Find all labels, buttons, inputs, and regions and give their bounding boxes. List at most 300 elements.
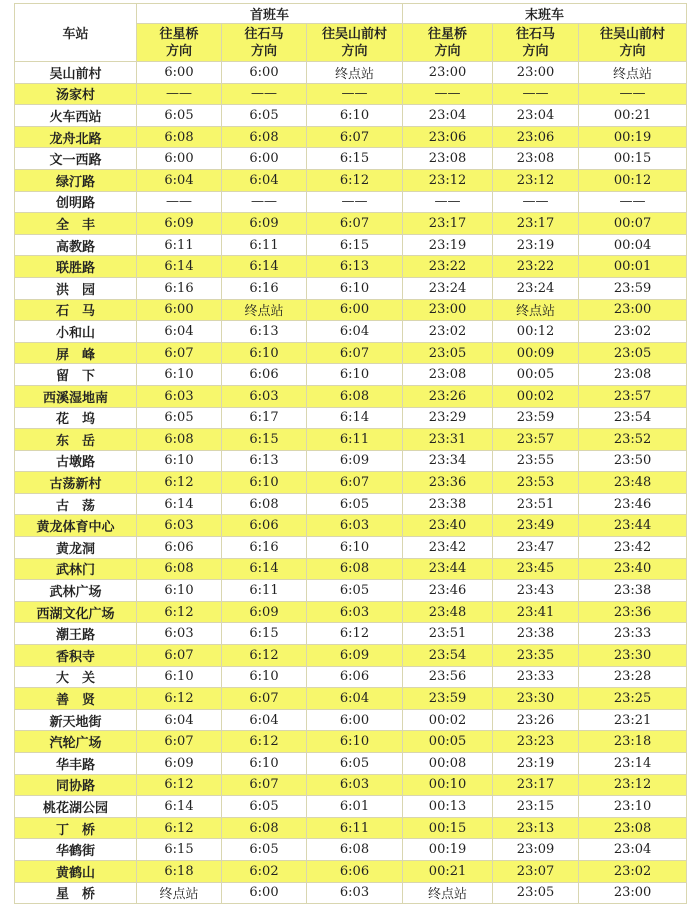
time-cell: 00:12 <box>579 169 687 191</box>
table-row <box>15 537 687 559</box>
table-row <box>15 796 687 818</box>
time-cell: —— <box>579 191 687 213</box>
time-cell: 6:08 <box>137 558 222 580</box>
station-name: 联胜路 <box>15 256 137 278</box>
time-cell: 6:00 <box>137 299 222 321</box>
direction-header-last-wushan: 往吴山前村 方向 <box>579 24 687 62</box>
time-cell: 23:17 <box>403 213 493 235</box>
time-cell: 23:07 <box>493 860 579 882</box>
table-row <box>15 191 687 213</box>
station-name: 龙舟北路 <box>15 126 137 148</box>
station-name: 绿汀路 <box>15 169 137 191</box>
station-name: 武林门 <box>15 558 137 580</box>
table-row <box>15 148 687 170</box>
time-cell: 23:15 <box>493 796 579 818</box>
time-cell: 23:26 <box>403 385 493 407</box>
time-cell: 23:56 <box>403 666 493 688</box>
time-cell: 6:07 <box>222 774 307 796</box>
time-cell: 00:21 <box>579 105 687 127</box>
time-cell: 23:59 <box>403 688 493 710</box>
time-cell: 23:00 <box>403 62 493 84</box>
time-cell: —— <box>493 191 579 213</box>
table-row <box>15 580 687 602</box>
time-cell: 23:44 <box>579 515 687 537</box>
timetable-body <box>15 62 687 904</box>
time-cell: 6:10 <box>222 753 307 775</box>
time-cell: 6:00 <box>222 62 307 84</box>
station-name: 创明路 <box>15 191 137 213</box>
time-cell: 23:51 <box>493 493 579 515</box>
time-cell: 6:00 <box>137 148 222 170</box>
time-cell: 23:52 <box>579 429 687 451</box>
time-cell: 23:10 <box>579 796 687 818</box>
time-cell: 23:21 <box>579 709 687 731</box>
time-cell: 6:09 <box>307 645 403 667</box>
time-cell: 23:22 <box>493 256 579 278</box>
station-name: 华丰路 <box>15 753 137 775</box>
table-row <box>15 256 687 278</box>
time-cell: 23:46 <box>403 580 493 602</box>
time-cell: 23:06 <box>403 126 493 148</box>
time-cell: 6:07 <box>307 126 403 148</box>
station-name: 火车西站 <box>15 105 137 127</box>
time-cell: 6:10 <box>137 580 222 602</box>
time-cell: 6:10 <box>137 450 222 472</box>
time-cell: 6:12 <box>137 472 222 494</box>
time-cell: 6:11 <box>307 429 403 451</box>
station-name: 黄龙洞 <box>15 537 137 559</box>
time-cell: 23:23 <box>493 731 579 753</box>
table-row <box>15 731 687 753</box>
time-cell: 23:29 <box>403 407 493 429</box>
time-cell: 6:14 <box>137 493 222 515</box>
time-cell: 23:14 <box>579 753 687 775</box>
time-cell: 6:08 <box>222 126 307 148</box>
time-cell: 23:33 <box>493 666 579 688</box>
time-cell: 23:04 <box>403 105 493 127</box>
station-name: 古墩路 <box>15 450 137 472</box>
time-cell: 6:04 <box>137 321 222 343</box>
time-cell: 6:06 <box>137 537 222 559</box>
time-cell: 终点站 <box>403 882 493 904</box>
station-name: 大 关 <box>15 666 137 688</box>
time-cell: 00:01 <box>579 256 687 278</box>
time-cell: 6:10 <box>307 364 403 386</box>
time-cell: 6:13 <box>307 256 403 278</box>
time-cell: 6:10 <box>307 537 403 559</box>
table-row <box>15 105 687 127</box>
time-cell: 6:03 <box>307 882 403 904</box>
time-cell: 6:10 <box>222 342 307 364</box>
table-row <box>15 709 687 731</box>
time-cell: 23:42 <box>403 537 493 559</box>
station-name: 丁 桥 <box>15 817 137 839</box>
time-cell: 23:26 <box>493 709 579 731</box>
time-cell: 6:05 <box>137 105 222 127</box>
time-cell: 23:33 <box>579 623 687 645</box>
time-cell: 00:09 <box>493 342 579 364</box>
time-cell: 终点站 <box>493 299 579 321</box>
table-row <box>15 558 687 580</box>
time-cell: 终点站 <box>137 882 222 904</box>
time-cell: 6:03 <box>137 623 222 645</box>
table-row <box>15 213 687 235</box>
time-cell: 23:47 <box>493 537 579 559</box>
station-name: 全 丰 <box>15 213 137 235</box>
time-cell: 23:53 <box>493 472 579 494</box>
table-row <box>15 385 687 407</box>
direction-header-last-shima: 往石马 方向 <box>493 24 579 62</box>
time-cell: 6:17 <box>222 407 307 429</box>
time-cell: 6:12 <box>307 623 403 645</box>
time-cell: 00:21 <box>403 860 493 882</box>
station-name: 同协路 <box>15 774 137 796</box>
time-cell: 23:41 <box>493 601 579 623</box>
time-cell: 6:07 <box>222 688 307 710</box>
station-name: 东 岳 <box>15 429 137 451</box>
time-cell: 6:03 <box>307 774 403 796</box>
time-cell: 6:04 <box>222 169 307 191</box>
direction-header-first-shima: 往石马 方向 <box>222 24 307 62</box>
table-row <box>15 83 687 105</box>
time-cell: 23:42 <box>579 537 687 559</box>
time-cell: 23:12 <box>493 169 579 191</box>
time-cell: —— <box>493 83 579 105</box>
time-cell: 6:05 <box>307 753 403 775</box>
station-name: 西溪湿地南 <box>15 385 137 407</box>
station-name: 文一西路 <box>15 148 137 170</box>
time-cell: 23:24 <box>493 277 579 299</box>
table-row <box>15 62 687 84</box>
time-cell: 6:09 <box>137 753 222 775</box>
time-cell: 23:08 <box>579 364 687 386</box>
time-cell: 6:03 <box>307 601 403 623</box>
time-cell: 23:17 <box>493 213 579 235</box>
table-row <box>15 601 687 623</box>
time-cell: 00:19 <box>579 126 687 148</box>
time-cell: 6:11 <box>222 580 307 602</box>
time-cell: 00:12 <box>493 321 579 343</box>
table-row <box>15 321 687 343</box>
time-cell: —— <box>307 83 403 105</box>
time-cell: 6:10 <box>307 277 403 299</box>
time-cell: 6:13 <box>222 450 307 472</box>
time-cell: 6:13 <box>222 321 307 343</box>
time-cell: 23:40 <box>579 558 687 580</box>
station-name: 新天地街 <box>15 709 137 731</box>
time-cell: 23:05 <box>579 342 687 364</box>
time-cell: 23:55 <box>493 450 579 472</box>
station-name: 黄龙体育中心 <box>15 515 137 537</box>
station-name: 留 下 <box>15 364 137 386</box>
time-cell: 6:05 <box>222 839 307 861</box>
time-cell: —— <box>222 191 307 213</box>
station-name: 西湖文化广场 <box>15 601 137 623</box>
time-cell: 6:15 <box>307 148 403 170</box>
station-name: 汤家村 <box>15 83 137 105</box>
time-cell: 6:00 <box>222 148 307 170</box>
station-name: 吴山前村 <box>15 62 137 84</box>
time-cell: 23:51 <box>403 623 493 645</box>
time-cell: 00:13 <box>403 796 493 818</box>
time-cell: 6:16 <box>222 277 307 299</box>
time-cell: 23:00 <box>579 299 687 321</box>
time-cell: 23:46 <box>579 493 687 515</box>
station-name: 华鹤街 <box>15 839 137 861</box>
time-cell: —— <box>137 191 222 213</box>
station-name: 古荡新村 <box>15 472 137 494</box>
time-cell: 23:54 <box>403 645 493 667</box>
time-cell: 23:08 <box>579 817 687 839</box>
time-cell: 23:38 <box>403 493 493 515</box>
table-row <box>15 169 687 191</box>
station-name: 花 坞 <box>15 407 137 429</box>
time-cell: 00:05 <box>403 731 493 753</box>
time-cell: 6:04 <box>137 169 222 191</box>
time-cell: 6:08 <box>137 429 222 451</box>
table-row <box>15 688 687 710</box>
time-cell: 6:09 <box>307 450 403 472</box>
time-cell: 6:15 <box>222 623 307 645</box>
time-cell: —— <box>403 83 493 105</box>
time-cell: 6:09 <box>137 213 222 235</box>
station-name: 武林广场 <box>15 580 137 602</box>
time-cell: 6:00 <box>222 882 307 904</box>
time-cell: 6:05 <box>307 580 403 602</box>
station-name: 黄鹤山 <box>15 860 137 882</box>
station-name: 屏 峰 <box>15 342 137 364</box>
time-cell: 23:22 <box>403 256 493 278</box>
time-cell: 23:24 <box>403 277 493 299</box>
station-name: 桃花湖公园 <box>15 796 137 818</box>
time-cell: 23:38 <box>579 580 687 602</box>
time-cell: 23:08 <box>493 148 579 170</box>
time-cell: 6:04 <box>137 709 222 731</box>
time-cell: 6:08 <box>222 493 307 515</box>
time-cell: 23:02 <box>579 321 687 343</box>
table-row <box>15 817 687 839</box>
time-cell: 23:08 <box>403 364 493 386</box>
time-cell: 6:08 <box>307 385 403 407</box>
time-cell: 00:04 <box>579 234 687 256</box>
time-cell: 23:34 <box>403 450 493 472</box>
time-cell: 23:00 <box>579 882 687 904</box>
time-cell: 6:07 <box>307 213 403 235</box>
time-cell: 6:06 <box>222 364 307 386</box>
station-name: 潮王路 <box>15 623 137 645</box>
time-cell: 6:10 <box>222 472 307 494</box>
time-cell: 00:05 <box>493 364 579 386</box>
time-cell: 6:07 <box>307 472 403 494</box>
time-cell: 23:43 <box>493 580 579 602</box>
table-row <box>15 234 687 256</box>
table-row <box>15 342 687 364</box>
time-cell: 23:06 <box>493 126 579 148</box>
table-row <box>15 623 687 645</box>
time-cell: 23:48 <box>579 472 687 494</box>
time-cell: 23:31 <box>403 429 493 451</box>
time-cell: 23:57 <box>493 429 579 451</box>
time-cell: 23:25 <box>579 688 687 710</box>
station-name: 石 马 <box>15 299 137 321</box>
direction-header-last-xingqiao: 往星桥 方向 <box>403 24 493 62</box>
station-name: 高教路 <box>15 234 137 256</box>
table-row <box>15 860 687 882</box>
time-cell: 6:04 <box>222 709 307 731</box>
time-cell: 23:59 <box>579 277 687 299</box>
last-train-header: 末班车 <box>403 4 687 24</box>
time-cell: 23:05 <box>493 882 579 904</box>
time-cell: 23:00 <box>493 62 579 84</box>
first-train-header: 首班车 <box>137 4 403 24</box>
time-cell: 23:49 <box>493 515 579 537</box>
time-cell: 6:14 <box>222 558 307 580</box>
time-cell: 23:19 <box>493 234 579 256</box>
table-row <box>15 299 687 321</box>
table-row <box>15 753 687 775</box>
time-cell: 23:44 <box>403 558 493 580</box>
table-row <box>15 126 687 148</box>
time-cell: 6:03 <box>137 515 222 537</box>
time-cell: 6:08 <box>222 817 307 839</box>
time-cell: 23:09 <box>493 839 579 861</box>
time-cell: 6:10 <box>222 666 307 688</box>
time-cell: 23:54 <box>579 407 687 429</box>
time-cell: 23:45 <box>493 558 579 580</box>
station-column-header: 车站 <box>15 4 137 62</box>
time-cell: 6:03 <box>222 385 307 407</box>
table-row <box>15 515 687 537</box>
time-cell: 23:02 <box>403 321 493 343</box>
time-cell: 6:09 <box>222 213 307 235</box>
time-cell: 6:07 <box>137 645 222 667</box>
time-cell: 6:10 <box>307 731 403 753</box>
time-cell: 6:06 <box>222 515 307 537</box>
time-cell: 6:15 <box>222 429 307 451</box>
time-cell: 23:04 <box>579 839 687 861</box>
table-row <box>15 450 687 472</box>
table-row <box>15 493 687 515</box>
timetable <box>14 3 687 904</box>
time-cell: 6:11 <box>222 234 307 256</box>
time-cell: 23:02 <box>579 860 687 882</box>
time-cell: 6:14 <box>137 256 222 278</box>
time-cell: 6:16 <box>137 277 222 299</box>
time-cell: —— <box>579 83 687 105</box>
time-cell: 6:07 <box>307 342 403 364</box>
time-cell: 6:03 <box>307 515 403 537</box>
time-cell: 6:05 <box>307 493 403 515</box>
time-cell: 6:05 <box>137 407 222 429</box>
table-row <box>15 882 687 904</box>
time-cell: 23:40 <box>403 515 493 537</box>
time-cell: 6:14 <box>222 256 307 278</box>
time-cell: 6:15 <box>307 234 403 256</box>
time-cell: 6:12 <box>137 817 222 839</box>
time-cell: 6:10 <box>137 364 222 386</box>
direction-header-first-xingqiao: 往星桥 方向 <box>137 24 222 62</box>
time-cell: 6:11 <box>137 234 222 256</box>
table-row <box>15 774 687 796</box>
time-cell: 23:36 <box>403 472 493 494</box>
station-name: 汽轮广场 <box>15 731 137 753</box>
time-cell: 23:38 <box>493 623 579 645</box>
time-cell: 23:12 <box>403 169 493 191</box>
time-cell: 00:19 <box>403 839 493 861</box>
time-cell: 23:19 <box>403 234 493 256</box>
table-row <box>15 429 687 451</box>
time-cell: 6:10 <box>307 105 403 127</box>
direction-header-first-wushan: 往吴山前村 方向 <box>307 24 403 62</box>
time-cell: 23:30 <box>493 688 579 710</box>
time-cell: 00:15 <box>403 817 493 839</box>
station-name: 古 荡 <box>15 493 137 515</box>
time-cell: 6:12 <box>137 774 222 796</box>
table-row <box>15 839 687 861</box>
time-cell: 终点站 <box>307 62 403 84</box>
time-cell: 6:09 <box>222 601 307 623</box>
station-name: 星 桥 <box>15 882 137 904</box>
time-cell: 6:12 <box>137 601 222 623</box>
time-cell: 6:03 <box>137 385 222 407</box>
time-cell: 6:00 <box>307 299 403 321</box>
time-cell: —— <box>307 191 403 213</box>
time-cell: 23:35 <box>493 645 579 667</box>
table-row <box>15 666 687 688</box>
time-cell: 23:08 <box>403 148 493 170</box>
table-row <box>15 472 687 494</box>
time-cell: 终点站 <box>579 62 687 84</box>
time-cell: —— <box>137 83 222 105</box>
time-cell: 6:07 <box>137 342 222 364</box>
time-cell: 6:14 <box>307 407 403 429</box>
time-cell: —— <box>222 83 307 105</box>
time-cell: 6:11 <box>307 817 403 839</box>
table-row <box>15 364 687 386</box>
time-cell: 6:10 <box>137 666 222 688</box>
station-name: 香积寺 <box>15 645 137 667</box>
time-cell: 00:10 <box>403 774 493 796</box>
table-row <box>15 277 687 299</box>
time-cell: 6:02 <box>222 860 307 882</box>
time-cell: 6:01 <box>307 796 403 818</box>
time-cell: 23:05 <box>403 342 493 364</box>
time-cell: 6:15 <box>137 839 222 861</box>
time-cell: 23:17 <box>493 774 579 796</box>
time-cell: 6:12 <box>222 645 307 667</box>
time-cell: 6:08 <box>307 558 403 580</box>
table-row <box>15 645 687 667</box>
station-name: 善 贤 <box>15 688 137 710</box>
time-cell: 6:08 <box>307 839 403 861</box>
station-name: 小和山 <box>15 321 137 343</box>
time-cell: 00:02 <box>403 709 493 731</box>
station-name: 洪 园 <box>15 277 137 299</box>
time-cell: 6:12 <box>137 688 222 710</box>
time-cell: 6:04 <box>307 688 403 710</box>
time-cell: 00:07 <box>579 213 687 235</box>
time-cell: 23:28 <box>579 666 687 688</box>
time-cell: 终点站 <box>222 299 307 321</box>
time-cell: 6:06 <box>307 666 403 688</box>
time-cell: 6:08 <box>137 126 222 148</box>
time-cell: —— <box>403 191 493 213</box>
time-cell: 6:05 <box>222 796 307 818</box>
time-cell: 23:59 <box>493 407 579 429</box>
time-cell: 6:06 <box>307 860 403 882</box>
time-cell: 6:04 <box>307 321 403 343</box>
time-cell: 23:19 <box>493 753 579 775</box>
